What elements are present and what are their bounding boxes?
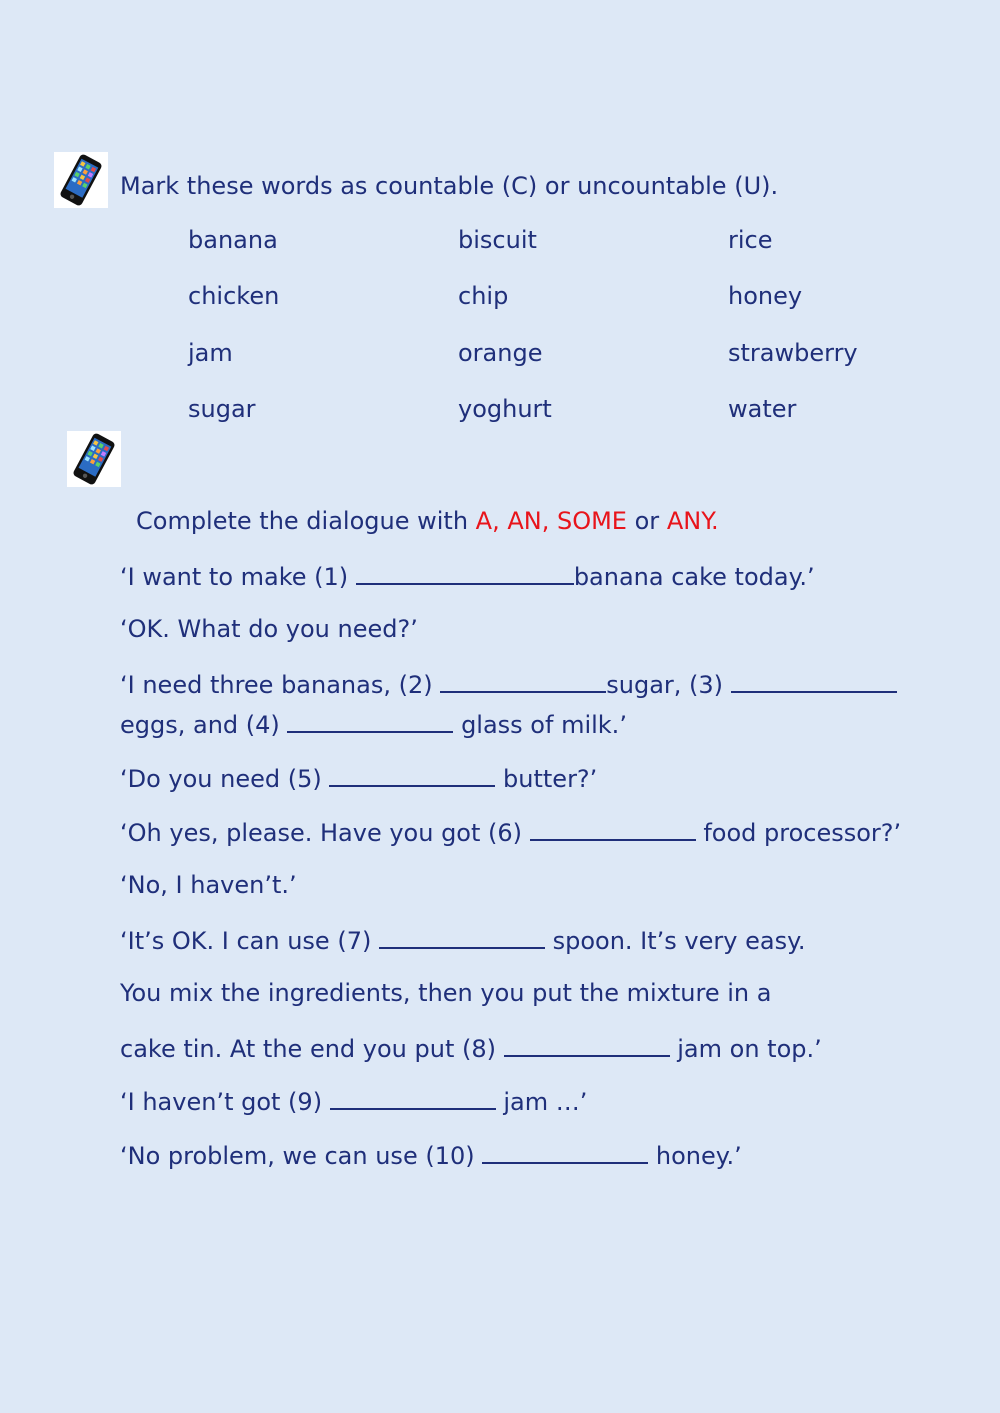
answer-blank-1[interactable] (356, 561, 574, 585)
word-item: chip (458, 282, 509, 310)
dialogue-text: sugar, (3) (606, 671, 724, 699)
word-item: sugar (188, 395, 256, 423)
word-item: jam (188, 339, 233, 367)
dialogue-line (120, 763, 597, 793)
answer-blank-8[interactable] (504, 1033, 670, 1057)
instruction-countable: Mark these words as countable (C) or uncountable (U). (120, 172, 779, 200)
dialogue-line (120, 561, 815, 591)
answer-blank-3[interactable] (731, 669, 897, 693)
keyword-list: A, AN, SOME (475, 507, 627, 535)
dialogue-line (120, 709, 627, 739)
answer-blank-4[interactable] (287, 709, 453, 733)
keyword-any: ANY. (666, 507, 719, 535)
dialogue-line (120, 817, 901, 847)
answer-blank-9[interactable] (330, 1086, 496, 1110)
dialogue-text: ‘No problem, we can use (10) (120, 1142, 475, 1170)
dialogue-text: eggs, and (4) (120, 711, 280, 739)
word-item: rice (728, 226, 773, 254)
dialogue-text: jam on top.’ (677, 1035, 822, 1063)
dialogue-line (120, 1033, 822, 1063)
answer-blank-5[interactable] (329, 763, 495, 787)
dialogue-text: cake tin. At the end you put (8) (120, 1035, 496, 1063)
dialogue-line (120, 1086, 587, 1116)
word-item: banana (188, 226, 278, 254)
dialogue-text: ‘I want to make (1) (120, 563, 349, 591)
dialogue-text: ‘I need three bananas, (2) (120, 671, 433, 699)
word-item: chicken (188, 282, 280, 310)
word-item: strawberry (728, 339, 858, 367)
instruction-or: or (634, 507, 660, 535)
word-item: water (728, 395, 797, 423)
dialogue-text: ‘Do you need (5) (120, 765, 322, 793)
dialogue-line: ‘No, I haven’t.’ (120, 871, 297, 899)
dialogue-text: ‘Oh yes, please. Have you got (6) (120, 819, 523, 847)
word-item: orange (458, 339, 543, 367)
dialogue-text: ‘It’s OK. I can use (7) (120, 927, 372, 955)
answer-blank-2[interactable] (440, 669, 606, 693)
dialogue-line (120, 1140, 742, 1170)
dialogue-line (120, 669, 897, 699)
instruction-dialogue (136, 507, 719, 535)
answer-blank-6[interactable] (530, 817, 696, 841)
instruction-prefix: Complete the dialogue with (136, 507, 469, 535)
dialogue-line (120, 925, 806, 955)
dialogue-text: food processor?’ (703, 819, 902, 847)
word-item: biscuit (458, 226, 537, 254)
dialogue-line: You mix the ingredients, then you put the mixture in a (120, 979, 772, 1007)
word-item: yoghurt (458, 395, 552, 423)
phone-icon (67, 431, 121, 487)
dialogue-text: spoon. It’s very easy. (552, 927, 806, 955)
answer-blank-7[interactable] (379, 925, 545, 949)
phone-icon (54, 152, 108, 208)
dialogue-text: jam …’ (503, 1088, 588, 1116)
word-item: honey (728, 282, 803, 310)
dialogue-text: honey.’ (655, 1142, 742, 1170)
dialogue-text: butter?’ (503, 765, 598, 793)
dialogue-text: glass of milk.’ (461, 711, 627, 739)
dialogue-text: banana cake today.’ (573, 563, 815, 591)
dialogue-line: ‘OK. What do you need?’ (120, 615, 418, 643)
dialogue-text: ‘I haven’t got (9) (120, 1088, 323, 1116)
answer-blank-10[interactable] (482, 1140, 648, 1164)
